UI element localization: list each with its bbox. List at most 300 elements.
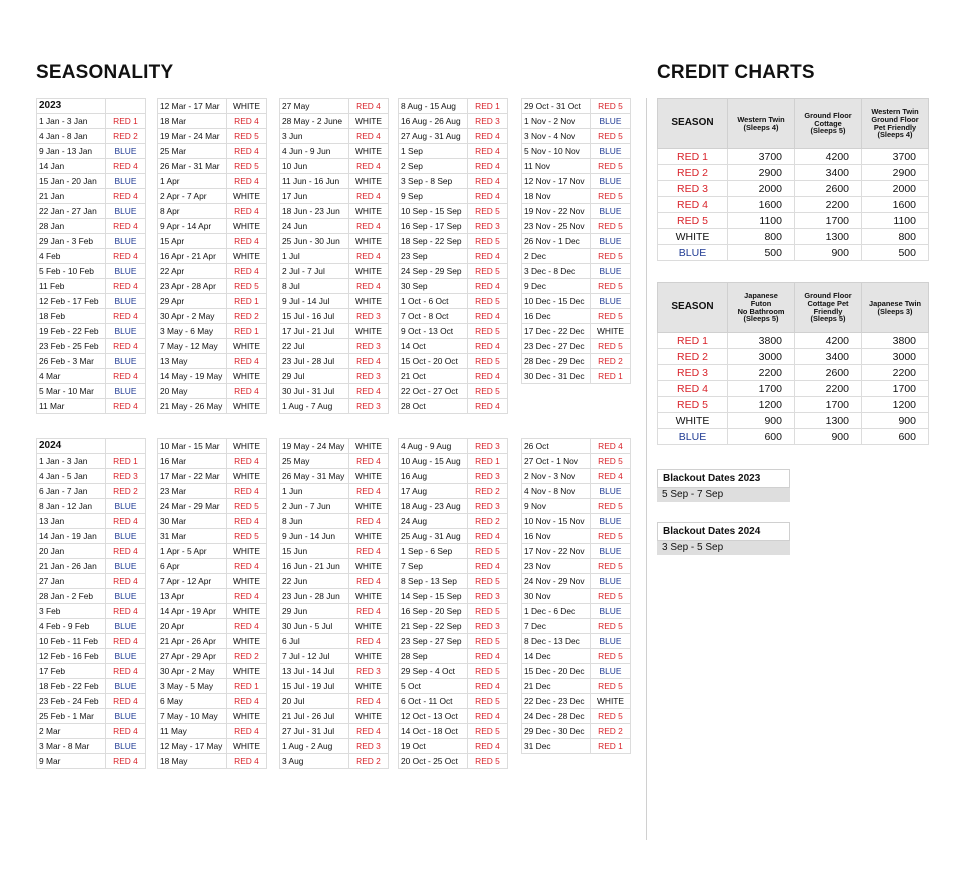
date-range: 3 Aug: [280, 754, 349, 769]
credit-row: [658, 365, 929, 381]
season-row: [37, 354, 146, 369]
credit-charts-title: CREDIT CHARTS: [657, 62, 815, 83]
date-range: 5 Feb - 10 Feb: [37, 264, 106, 279]
credit-value: 1300: [795, 229, 862, 245]
season-tier: RED 5: [591, 589, 631, 604]
credit-row: [658, 333, 929, 349]
season-row: [158, 279, 267, 294]
season-column-2023-5: [521, 98, 631, 384]
date-range: 29 Apr: [158, 294, 227, 309]
credit-season: BLUE: [658, 245, 728, 261]
season-row: [37, 589, 146, 604]
season-tier: BLUE: [106, 264, 146, 279]
season-tier: BLUE: [106, 499, 146, 514]
season-tier: WHITE: [227, 249, 267, 264]
date-range: 27 Jan: [37, 574, 106, 589]
date-range: 24 Mar - 29 Mar: [158, 499, 227, 514]
season-row: [280, 679, 389, 694]
season-tier: RED 5: [591, 279, 631, 294]
season-tier: RED 4: [106, 694, 146, 709]
season-row: [399, 679, 508, 694]
date-range: 12 Oct - 13 Oct: [399, 709, 468, 724]
season-tier: RED 4: [468, 144, 508, 159]
date-range: 3 Nov - 4 Nov: [522, 129, 591, 144]
season-tier: RED 5: [591, 499, 631, 514]
season-row: [522, 219, 631, 234]
credit-season: RED 5: [658, 397, 728, 413]
date-range: 15 Jul - 16 Jul: [280, 309, 349, 324]
season-row: [37, 619, 146, 634]
date-range: 10 Nov - 15 Nov: [522, 514, 591, 529]
season-row: [37, 264, 146, 279]
season-tier: BLUE: [106, 234, 146, 249]
season-table: [521, 98, 631, 384]
credit-value: 900: [728, 413, 795, 429]
date-range: 16 Nov: [522, 529, 591, 544]
season-table: [398, 98, 508, 414]
season-row: [399, 544, 508, 559]
date-range: 28 Jan - 2 Feb: [37, 589, 106, 604]
season-column-2023-1: [36, 98, 146, 414]
credit-season: BLUE: [658, 429, 728, 445]
season-row: [399, 529, 508, 544]
season-tier: BLUE: [106, 559, 146, 574]
season-row: [399, 309, 508, 324]
season-tier: RED 1: [227, 294, 267, 309]
season-row: [158, 264, 267, 279]
season-tier: RED 4: [227, 589, 267, 604]
date-range: 8 Dec - 13 Dec: [522, 634, 591, 649]
season-row: [280, 649, 389, 664]
season-row: [280, 694, 389, 709]
date-range: 24 Aug: [399, 514, 468, 529]
date-range: 29 Dec - 30 Dec: [522, 724, 591, 739]
date-range: 23 Jun - 28 Jun: [280, 589, 349, 604]
season-tier: RED 4: [106, 544, 146, 559]
date-range: 23 Feb - 24 Feb: [37, 694, 106, 709]
credit-value: 1600: [862, 197, 929, 213]
season-row: [280, 544, 389, 559]
season-tier: RED 4: [468, 369, 508, 384]
season-row: [522, 279, 631, 294]
season-row: [522, 589, 631, 604]
date-range: 22 Jun: [280, 574, 349, 589]
season-tier: RED 2: [591, 724, 631, 739]
credit-chart-1-header: [658, 99, 929, 149]
date-range: 21 Sep - 22 Sep: [399, 619, 468, 634]
credit-value: 800: [862, 229, 929, 245]
season-tier: RED 4: [106, 249, 146, 264]
season-row: [399, 634, 508, 649]
date-range: 1 Oct - 6 Oct: [399, 294, 468, 309]
year-label: 2024: [37, 439, 106, 454]
date-range: 8 Jan - 12 Jan: [37, 499, 106, 514]
season-tier: RED 4: [349, 514, 389, 529]
date-range: 1 Jun: [280, 484, 349, 499]
date-range: 18 Mar: [158, 114, 227, 129]
season-row: [37, 529, 146, 544]
credit-season: RED 2: [658, 165, 728, 181]
date-range: 1 Apr: [158, 174, 227, 189]
season-row: [158, 559, 267, 574]
season-tier: RED 1: [591, 369, 631, 384]
credit-value: 3000: [728, 349, 795, 365]
credit-value: 1200: [728, 397, 795, 413]
season-row: [158, 649, 267, 664]
season-row: [522, 619, 631, 634]
blackout-2024-dates: 3 Sep - 5 Sep: [657, 541, 790, 555]
credit-value: 900: [862, 413, 929, 429]
season-row: [280, 499, 389, 514]
date-range: 20 Jul: [280, 694, 349, 709]
date-range: 28 Oct: [399, 399, 468, 414]
credit-value: 2000: [862, 181, 929, 197]
date-range: 20 Apr: [158, 619, 227, 634]
season-row: [37, 114, 146, 129]
season-row: [280, 439, 389, 454]
season-tier: RED 5: [591, 129, 631, 144]
season-tier: RED 4: [349, 159, 389, 174]
date-range: 27 Oct - 1 Nov: [522, 454, 591, 469]
season-row: [37, 249, 146, 264]
season-tier: RED 3: [349, 369, 389, 384]
date-range: 2 Dec: [522, 249, 591, 264]
season-row: [399, 619, 508, 634]
season-row: [399, 399, 508, 414]
season-row: [280, 354, 389, 369]
season-row: [158, 249, 267, 264]
date-range: 4 Jan - 8 Jan: [37, 129, 106, 144]
season-row: [158, 514, 267, 529]
credit-row: [658, 229, 929, 245]
season-row: [158, 114, 267, 129]
date-range: 24 Nov - 29 Nov: [522, 574, 591, 589]
season-row: [158, 309, 267, 324]
season-row: [37, 694, 146, 709]
credit-row: [658, 349, 929, 365]
year-row: [37, 439, 146, 454]
season-tier: RED 5: [468, 754, 508, 769]
date-range: 3 Dec - 8 Dec: [522, 264, 591, 279]
season-row: [158, 369, 267, 384]
date-range: 17 Dec - 22 Dec: [522, 324, 591, 339]
season-tier: RED 4: [468, 529, 508, 544]
credit-value: 900: [795, 245, 862, 261]
credit-value: 3800: [862, 333, 929, 349]
seasonality-title: SEASONALITY: [36, 62, 174, 83]
blackout-2023-title: Blackout Dates 2023: [657, 469, 790, 488]
season-row: [399, 484, 508, 499]
season-row: [280, 294, 389, 309]
season-tier: RED 4: [468, 309, 508, 324]
credit-season: RED 2: [658, 349, 728, 365]
date-range: 25 Mar: [158, 144, 227, 159]
season-tier: RED 1: [227, 324, 267, 339]
date-range: 28 Jan: [37, 219, 106, 234]
blackout-2024: [657, 522, 790, 555]
season-row: [37, 559, 146, 574]
season-row: [280, 279, 389, 294]
date-range: 1 Sep - 6 Sep: [399, 544, 468, 559]
date-range: 4 Aug - 9 Aug: [399, 439, 468, 454]
season-row: [522, 484, 631, 499]
season-row: [522, 514, 631, 529]
date-range: 19 May - 24 May: [280, 439, 349, 454]
date-range: 21 Jan - 26 Jan: [37, 559, 106, 574]
season-row: [158, 339, 267, 354]
date-range: 1 Jan - 3 Jan: [37, 114, 106, 129]
season-tier: BLUE: [106, 679, 146, 694]
season-row: [37, 399, 146, 414]
date-range: 4 Feb: [37, 249, 106, 264]
date-range: 1 Aug - 2 Aug: [280, 739, 349, 754]
season-tier: WHITE: [349, 144, 389, 159]
season-row: [158, 664, 267, 679]
season-column-2024-4: [398, 438, 508, 769]
date-range: 20 May: [158, 384, 227, 399]
season-row: [280, 484, 389, 499]
season-tier: BLUE: [106, 529, 146, 544]
season-tier: RED 3: [468, 439, 508, 454]
season-row: [522, 739, 631, 754]
date-range: 14 Jan: [37, 159, 106, 174]
season-row: [399, 249, 508, 264]
season-row: [37, 649, 146, 664]
date-range: 21 Jan: [37, 189, 106, 204]
date-range: 11 Mar: [37, 399, 106, 414]
season-table: [279, 438, 389, 769]
date-range: 29 Jan - 3 Feb: [37, 234, 106, 249]
season-row: [37, 144, 146, 159]
season-tier: BLUE: [591, 484, 631, 499]
date-range: 17 Jul - 21 Jul: [280, 324, 349, 339]
credit-value: 500: [728, 245, 795, 261]
date-range: 12 Mar - 17 Mar: [158, 99, 227, 114]
season-tier: RED 4: [106, 369, 146, 384]
season-tier: BLUE: [591, 634, 631, 649]
date-range: 11 Jun - 16 Jun: [280, 174, 349, 189]
season-tier: WHITE: [349, 649, 389, 664]
credit-season: RED 4: [658, 381, 728, 397]
date-range: 19 Mar - 24 Mar: [158, 129, 227, 144]
date-range: 14 Jan - 19 Jan: [37, 529, 106, 544]
season-tier: BLUE: [591, 574, 631, 589]
season-row: [522, 249, 631, 264]
season-row: [158, 634, 267, 649]
date-range: 24 Jun: [280, 219, 349, 234]
season-tier: BLUE: [106, 649, 146, 664]
season-column-2024-3: [279, 438, 389, 769]
season-row: [158, 739, 267, 754]
season-tier: RED 2: [591, 354, 631, 369]
date-range: 3 Jun: [280, 129, 349, 144]
season-tier: RED 3: [468, 469, 508, 484]
season-tier: WHITE: [349, 324, 389, 339]
credit-value: 600: [862, 429, 929, 445]
season-row: [399, 339, 508, 354]
season-row: [522, 439, 631, 454]
season-tier: RED 5: [468, 264, 508, 279]
date-range: 21 Apr - 26 Apr: [158, 634, 227, 649]
season-table: [157, 98, 267, 414]
credit-value: 3400: [795, 349, 862, 365]
credit-row: [658, 181, 929, 197]
credit-row: [658, 149, 929, 165]
credit-value: 3700: [862, 149, 929, 165]
season-tier: RED 4: [468, 709, 508, 724]
date-range: 23 Dec - 27 Dec: [522, 339, 591, 354]
date-range: 2 Sep: [399, 159, 468, 174]
credit-season: WHITE: [658, 229, 728, 245]
date-range: 22 Oct - 27 Oct: [399, 384, 468, 399]
season-row: [280, 754, 389, 769]
season-tier: RED 5: [227, 499, 267, 514]
season-row: [522, 159, 631, 174]
season-row: [158, 144, 267, 159]
date-range: 30 Nov: [522, 589, 591, 604]
season-tier: BLUE: [591, 294, 631, 309]
date-range: 13 May: [158, 354, 227, 369]
season-row: [158, 354, 267, 369]
date-range: 4 Feb - 9 Feb: [37, 619, 106, 634]
date-range: 2 Jul - 7 Jul: [280, 264, 349, 279]
season-tier: RED 4: [349, 634, 389, 649]
season-tier: RED 4: [468, 649, 508, 664]
date-range: 9 Sep: [399, 189, 468, 204]
credit-value: 1100: [728, 213, 795, 229]
season-row: [399, 294, 508, 309]
season-tier: RED 3: [349, 309, 389, 324]
season-tier: RED 1: [468, 99, 508, 114]
season-tier: RED 5: [227, 129, 267, 144]
season-tier: RED 4: [106, 279, 146, 294]
season-row: [158, 754, 267, 769]
season-tier: RED 4: [468, 159, 508, 174]
season-tier: WHITE: [591, 694, 631, 709]
season-row: [37, 724, 146, 739]
season-row: [399, 99, 508, 114]
season-row: [37, 219, 146, 234]
date-range: 13 Jan: [37, 514, 106, 529]
date-range: 29 Jun: [280, 604, 349, 619]
season-row: [522, 499, 631, 514]
season-row: [37, 234, 146, 249]
season-row: [280, 324, 389, 339]
season-tier: WHITE: [227, 574, 267, 589]
season-tier: RED 4: [106, 399, 146, 414]
season-row: [37, 279, 146, 294]
date-range: 6 Oct - 11 Oct: [399, 694, 468, 709]
date-range: 22 Jan - 27 Jan: [37, 204, 106, 219]
date-range: 14 Oct - 18 Oct: [399, 724, 468, 739]
season-row: [37, 369, 146, 384]
date-range: 6 Jul: [280, 634, 349, 649]
season-tier: WHITE: [227, 544, 267, 559]
season-row: [280, 399, 389, 414]
season-row: [280, 724, 389, 739]
date-range: 7 Jul - 12 Jul: [280, 649, 349, 664]
season-row: [522, 264, 631, 279]
date-range: 27 Jul - 31 Jul: [280, 724, 349, 739]
season-row: [522, 369, 631, 384]
credit-value: 900: [795, 429, 862, 445]
season-row: [158, 724, 267, 739]
credit-row: [658, 413, 929, 429]
season-row: [522, 144, 631, 159]
season-tier: RED 4: [227, 204, 267, 219]
season-row: [37, 679, 146, 694]
season-row: [280, 384, 389, 399]
season-tier: RED 5: [591, 309, 631, 324]
date-range: 15 Jul - 19 Jul: [280, 679, 349, 694]
season-tier: WHITE: [349, 174, 389, 189]
date-range: 5 Oct: [399, 679, 468, 694]
season-tier: RED 5: [591, 159, 631, 174]
credit-value: 1600: [728, 197, 795, 213]
season-tier: RED 2: [106, 484, 146, 499]
season-tier: RED 4: [349, 604, 389, 619]
date-range: 1 Sep: [399, 144, 468, 159]
date-range: 4 Mar: [37, 369, 106, 384]
season-row: [37, 324, 146, 339]
season-row: [399, 144, 508, 159]
season-tier: BLUE: [106, 204, 146, 219]
date-range: 29 Oct - 31 Oct: [522, 99, 591, 114]
season-tier: RED 5: [468, 694, 508, 709]
season-tier: WHITE: [349, 679, 389, 694]
season-tier: RED 4: [227, 144, 267, 159]
date-range: 14 Dec: [522, 649, 591, 664]
date-range: 12 May - 17 May: [158, 739, 227, 754]
date-range: 25 Feb - 1 Mar: [37, 709, 106, 724]
season-tier: RED 4: [227, 234, 267, 249]
season-tier: WHITE: [227, 604, 267, 619]
season-row: [522, 114, 631, 129]
season-row: [280, 159, 389, 174]
date-range: 8 Jun: [280, 514, 349, 529]
season-tier: WHITE: [227, 739, 267, 754]
season-tier: WHITE: [349, 499, 389, 514]
season-tier: BLUE: [106, 619, 146, 634]
season-row: [280, 204, 389, 219]
date-range: 26 May - 31 May: [280, 469, 349, 484]
season-tier: RED 5: [591, 709, 631, 724]
credit-value: 3700: [728, 149, 795, 165]
season-tier: RED 4: [468, 174, 508, 189]
season-row: [522, 354, 631, 369]
season-tier: RED 4: [227, 454, 267, 469]
season-row: [37, 469, 146, 484]
credit-value: 3000: [862, 349, 929, 365]
season-tier: RED 5: [227, 529, 267, 544]
season-tier: RED 3: [468, 114, 508, 129]
season-tier: WHITE: [227, 664, 267, 679]
season-row: [158, 204, 267, 219]
season-row: [280, 589, 389, 604]
season-tier: RED 2: [227, 309, 267, 324]
credit-column-header: SEASON: [658, 99, 728, 149]
season-row: [280, 129, 389, 144]
season-tier: WHITE: [349, 589, 389, 604]
season-row: [280, 219, 389, 234]
season-row: [37, 294, 146, 309]
date-range: 3 Feb: [37, 604, 106, 619]
season-row: [158, 159, 267, 174]
season-row: [37, 544, 146, 559]
season-tier: RED 5: [591, 189, 631, 204]
date-range: 16 Mar: [158, 454, 227, 469]
credit-value: 3800: [728, 333, 795, 349]
